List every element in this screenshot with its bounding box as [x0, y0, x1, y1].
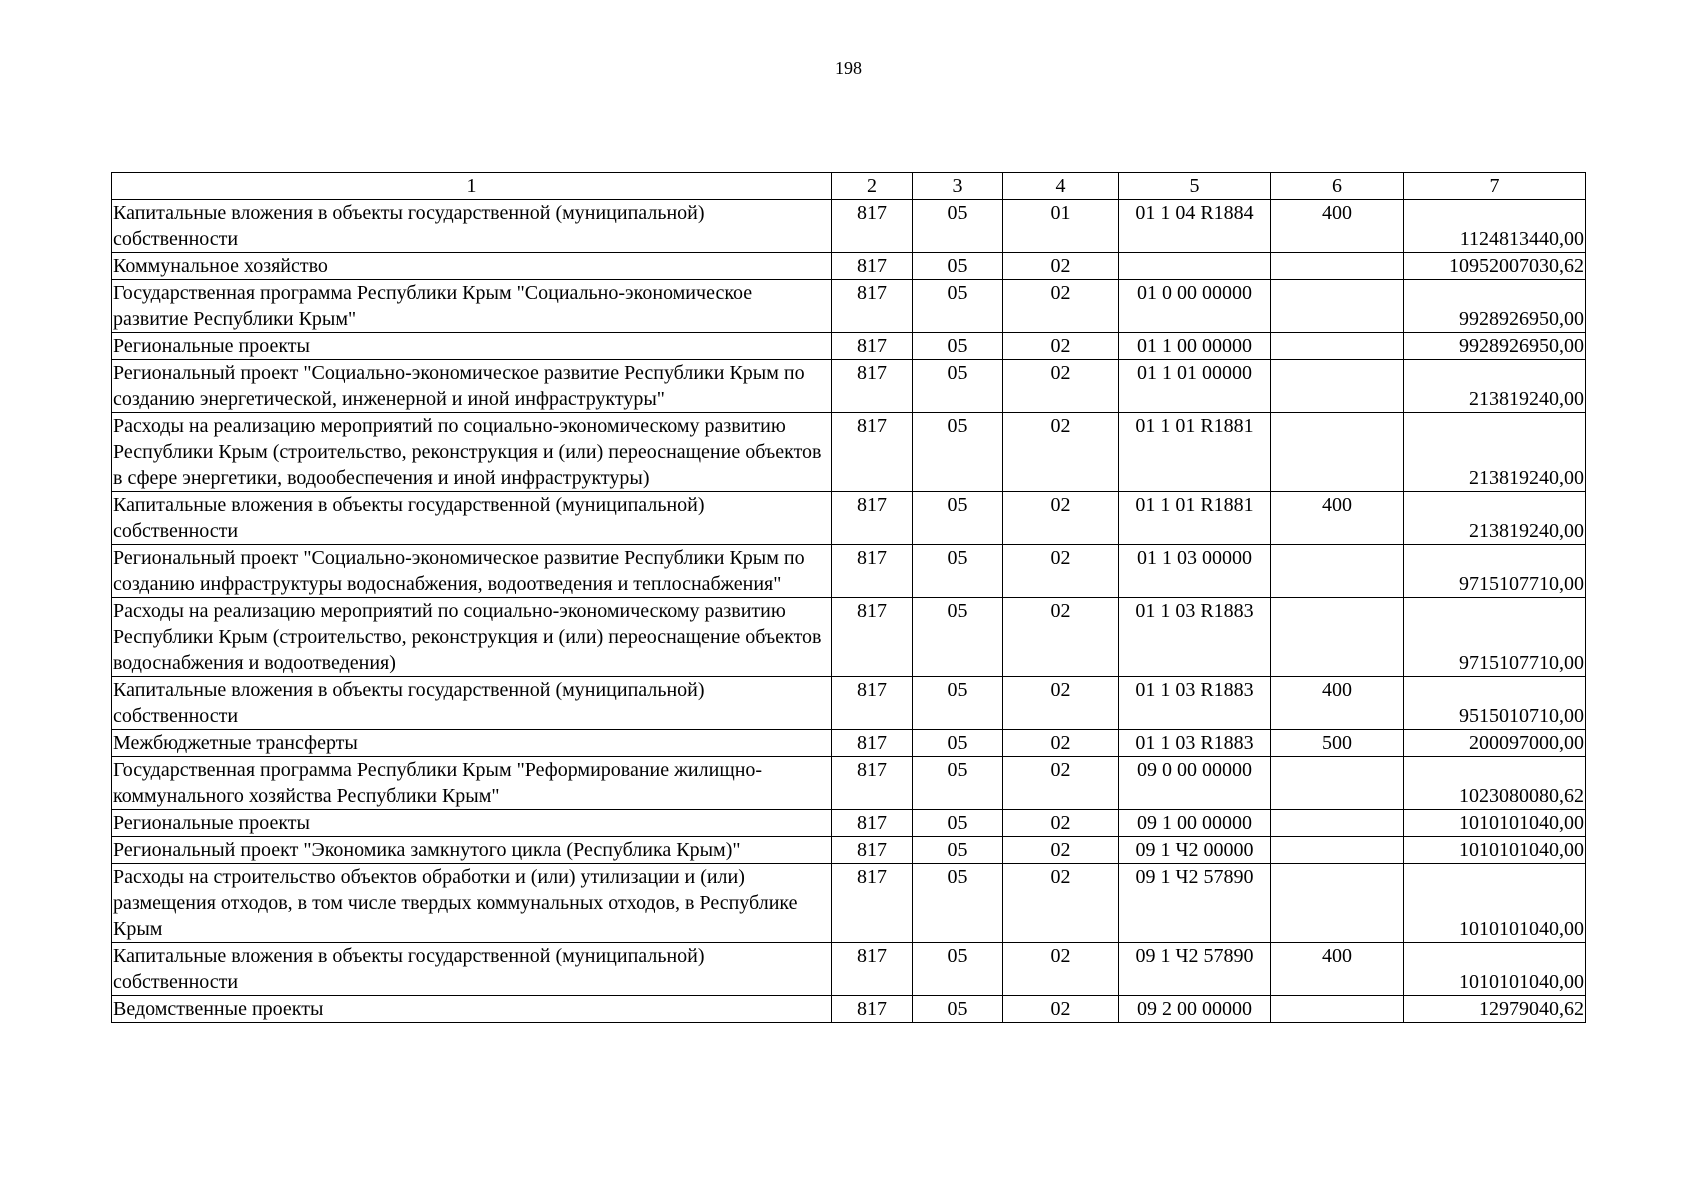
target-article-cell: 01 1 00 00000 [1119, 333, 1271, 360]
ministry-code-cell: 817 [832, 333, 913, 360]
section-code-cell: 05 [913, 280, 1003, 333]
expense-name-cell: Межбюджетные трансферты [112, 730, 832, 757]
expense-type-cell [1271, 253, 1404, 280]
ministry-code-cell: 817 [832, 280, 913, 333]
table-row [112, 730, 1586, 757]
target-article-cell: 01 1 04 R1884 [1119, 200, 1271, 253]
subsection-code-cell: 02 [1003, 280, 1119, 333]
column-header-6: 6 [1271, 173, 1404, 200]
target-article-cell [1119, 253, 1271, 280]
expense-type-cell [1271, 413, 1404, 492]
amount-cell: 9928926950,00 [1404, 333, 1586, 360]
ministry-code-cell: 817 [832, 545, 913, 598]
expense-name-cell: Государственная программа Республики Крым "Реформирование жилищно-коммунального хозяйства Республики Крым" [112, 757, 832, 810]
subsection-code-cell: 02 [1003, 360, 1119, 413]
header-row [112, 173, 1586, 200]
section-code-cell: 05 [913, 757, 1003, 810]
expense-type-cell [1271, 333, 1404, 360]
expense-type-cell: 400 [1271, 200, 1404, 253]
section-code-cell: 05 [913, 837, 1003, 864]
section-code-cell: 05 [913, 677, 1003, 730]
expense-name-cell: Региональный проект "Социально-экономическое развитие Республики Крым по созданию инфраструктуры водоснабжения, водоотведения и теплоснабжения" [112, 545, 832, 598]
section-code-cell: 05 [913, 545, 1003, 598]
ministry-code-cell: 817 [832, 996, 913, 1023]
section-code-cell: 05 [913, 413, 1003, 492]
expense-type-cell [1271, 757, 1404, 810]
expense-type-cell: 400 [1271, 677, 1404, 730]
expense-type-cell [1271, 864, 1404, 943]
subsection-code-cell: 02 [1003, 810, 1119, 837]
table-row [112, 810, 1586, 837]
section-code-cell: 05 [913, 360, 1003, 413]
column-header-3: 3 [913, 173, 1003, 200]
amount-cell: 1010101040,00 [1404, 837, 1586, 864]
table-row [112, 253, 1586, 280]
table-row [112, 757, 1586, 810]
subsection-code-cell: 02 [1003, 943, 1119, 996]
section-code-cell: 05 [913, 864, 1003, 943]
expense-type-cell [1271, 360, 1404, 413]
target-article-cell: 01 1 01 R1881 [1119, 492, 1271, 545]
budget-table [111, 172, 1586, 1023]
amount-cell: 213819240,00 [1404, 360, 1586, 413]
table-row [112, 360, 1586, 413]
section-code-cell: 05 [913, 333, 1003, 360]
expense-name-cell: Капитальные вложения в объекты государственной (муниципальной) собственности [112, 492, 832, 545]
ministry-code-cell: 817 [832, 864, 913, 943]
ministry-code-cell: 817 [832, 943, 913, 996]
subsection-code-cell: 02 [1003, 253, 1119, 280]
ministry-code-cell: 817 [832, 598, 913, 677]
amount-cell: 1010101040,00 [1404, 810, 1586, 837]
target-article-cell: 01 1 01 00000 [1119, 360, 1271, 413]
expense-type-cell [1271, 810, 1404, 837]
expense-name-cell: Региональные проекты [112, 810, 832, 837]
expense-type-cell: 400 [1271, 943, 1404, 996]
column-header-4: 4 [1003, 173, 1119, 200]
table-row [112, 864, 1586, 943]
expense-name-cell: Капитальные вложения в объекты государственной (муниципальной) собственности [112, 677, 832, 730]
subsection-code-cell: 02 [1003, 413, 1119, 492]
target-article-cell: 01 1 03 R1883 [1119, 598, 1271, 677]
section-code-cell: 05 [913, 253, 1003, 280]
page-number: 198 [835, 58, 862, 78]
subsection-code-cell: 02 [1003, 333, 1119, 360]
table-row [112, 413, 1586, 492]
amount-cell: 1023080080,62 [1404, 757, 1586, 810]
target-article-cell: 09 1 00 00000 [1119, 810, 1271, 837]
table-row [112, 837, 1586, 864]
amount-cell: 9928926950,00 [1404, 280, 1586, 333]
subsection-code-cell: 02 [1003, 492, 1119, 545]
table-row [112, 943, 1586, 996]
expense-name-cell: Региональные проекты [112, 333, 832, 360]
amount-cell: 1010101040,00 [1404, 943, 1586, 996]
budget-table-container [111, 172, 1585, 1023]
column-header-2: 2 [832, 173, 913, 200]
expense-name-cell: Ведомственные проекты [112, 996, 832, 1023]
subsection-code-cell: 02 [1003, 757, 1119, 810]
table-row [112, 545, 1586, 598]
ministry-code-cell: 817 [832, 810, 913, 837]
ministry-code-cell: 817 [832, 413, 913, 492]
column-header-7: 7 [1404, 173, 1586, 200]
table-row [112, 200, 1586, 253]
column-header-5: 5 [1119, 173, 1271, 200]
expense-name-cell: Региональный проект "Социально-экономическое развитие Республики Крым по созданию энергетической, инженерной и иной инфраструктуры" [112, 360, 832, 413]
subsection-code-cell: 02 [1003, 864, 1119, 943]
column-header-1: 1 [112, 173, 832, 200]
expense-type-cell [1271, 837, 1404, 864]
ministry-code-cell: 817 [832, 200, 913, 253]
ministry-code-cell: 817 [832, 360, 913, 413]
expense-name-cell: Государственная программа Республики Крым "Социально-экономическое развитие Республики Крым" [112, 280, 832, 333]
subsection-code-cell: 02 [1003, 730, 1119, 757]
ministry-code-cell: 817 [832, 253, 913, 280]
table-header [112, 173, 1586, 200]
amount-cell: 12979040,62 [1404, 996, 1586, 1023]
target-article-cell: 09 1 Ч2 57890 [1119, 943, 1271, 996]
amount-cell: 9715107710,00 [1404, 598, 1586, 677]
amount-cell: 9515010710,00 [1404, 677, 1586, 730]
table-row [112, 333, 1586, 360]
expense-name-cell: Региональный проект "Экономика замкнутого цикла (Республика Крым)" [112, 837, 832, 864]
amount-cell: 9715107710,00 [1404, 545, 1586, 598]
ministry-code-cell: 817 [832, 730, 913, 757]
subsection-code-cell: 02 [1003, 545, 1119, 598]
amount-cell: 213819240,00 [1404, 413, 1586, 492]
expense-type-cell: 500 [1271, 730, 1404, 757]
section-code-cell: 05 [913, 810, 1003, 837]
table-row [112, 492, 1586, 545]
expense-type-cell [1271, 598, 1404, 677]
table-row [112, 280, 1586, 333]
target-article-cell: 01 1 03 R1883 [1119, 677, 1271, 730]
section-code-cell: 05 [913, 943, 1003, 996]
amount-cell: 200097000,00 [1404, 730, 1586, 757]
amount-cell: 1010101040,00 [1404, 864, 1586, 943]
subsection-code-cell: 02 [1003, 837, 1119, 864]
amount-cell: 213819240,00 [1404, 492, 1586, 545]
expense-type-cell [1271, 280, 1404, 333]
section-code-cell: 05 [913, 598, 1003, 677]
target-article-cell: 01 1 03 R1883 [1119, 730, 1271, 757]
section-code-cell: 05 [913, 492, 1003, 545]
table-row [112, 598, 1586, 677]
target-article-cell: 01 1 03 00000 [1119, 545, 1271, 598]
target-article-cell: 01 1 01 R1881 [1119, 413, 1271, 492]
target-article-cell: 09 1 Ч2 57890 [1119, 864, 1271, 943]
table-row [112, 996, 1586, 1023]
expense-name-cell: Расходы на строительство объектов обработки и (или) утилизации и (или) размещения отходов, в том числе твердых коммунальных отходов, в Республике Крым [112, 864, 832, 943]
amount-cell: 1124813440,00 [1404, 200, 1586, 253]
target-article-cell: 01 0 00 00000 [1119, 280, 1271, 333]
expense-name-cell: Расходы на реализацию мероприятий по социально-экономическому развитию Республики Крым (строительство, реконструкция и (или) переоснащение объектов в сфере энергетики, водообеспечения и иной инфраструктуры) [112, 413, 832, 492]
ministry-code-cell: 817 [832, 837, 913, 864]
subsection-code-cell: 02 [1003, 996, 1119, 1023]
ministry-code-cell: 817 [832, 677, 913, 730]
subsection-code-cell: 02 [1003, 677, 1119, 730]
section-code-cell: 05 [913, 200, 1003, 253]
target-article-cell: 09 1 Ч2 00000 [1119, 837, 1271, 864]
ministry-code-cell: 817 [832, 757, 913, 810]
target-article-cell: 09 0 00 00000 [1119, 757, 1271, 810]
subsection-code-cell: 01 [1003, 200, 1119, 253]
expense-name-cell: Расходы на реализацию мероприятий по социально-экономическому развитию Республики Крым (строительство, реконструкция и (или) переоснащение объектов водоснабжения и водоотведения) [112, 598, 832, 677]
expense-type-cell [1271, 545, 1404, 598]
section-code-cell: 05 [913, 730, 1003, 757]
expense-name-cell: Капитальные вложения в объекты государственной (муниципальной) собственности [112, 943, 832, 996]
expense-type-cell [1271, 996, 1404, 1023]
expense-name-cell: Коммунальное хозяйство [112, 253, 832, 280]
amount-cell: 10952007030,62 [1404, 253, 1586, 280]
expense-name-cell: Капитальные вложения в объекты государственной (муниципальной) собственности [112, 200, 832, 253]
target-article-cell: 09 2 00 00000 [1119, 996, 1271, 1023]
table-row [112, 677, 1586, 730]
ministry-code-cell: 817 [832, 492, 913, 545]
section-code-cell: 05 [913, 996, 1003, 1023]
expense-type-cell: 400 [1271, 492, 1404, 545]
subsection-code-cell: 02 [1003, 598, 1119, 677]
table-body [112, 200, 1586, 1023]
